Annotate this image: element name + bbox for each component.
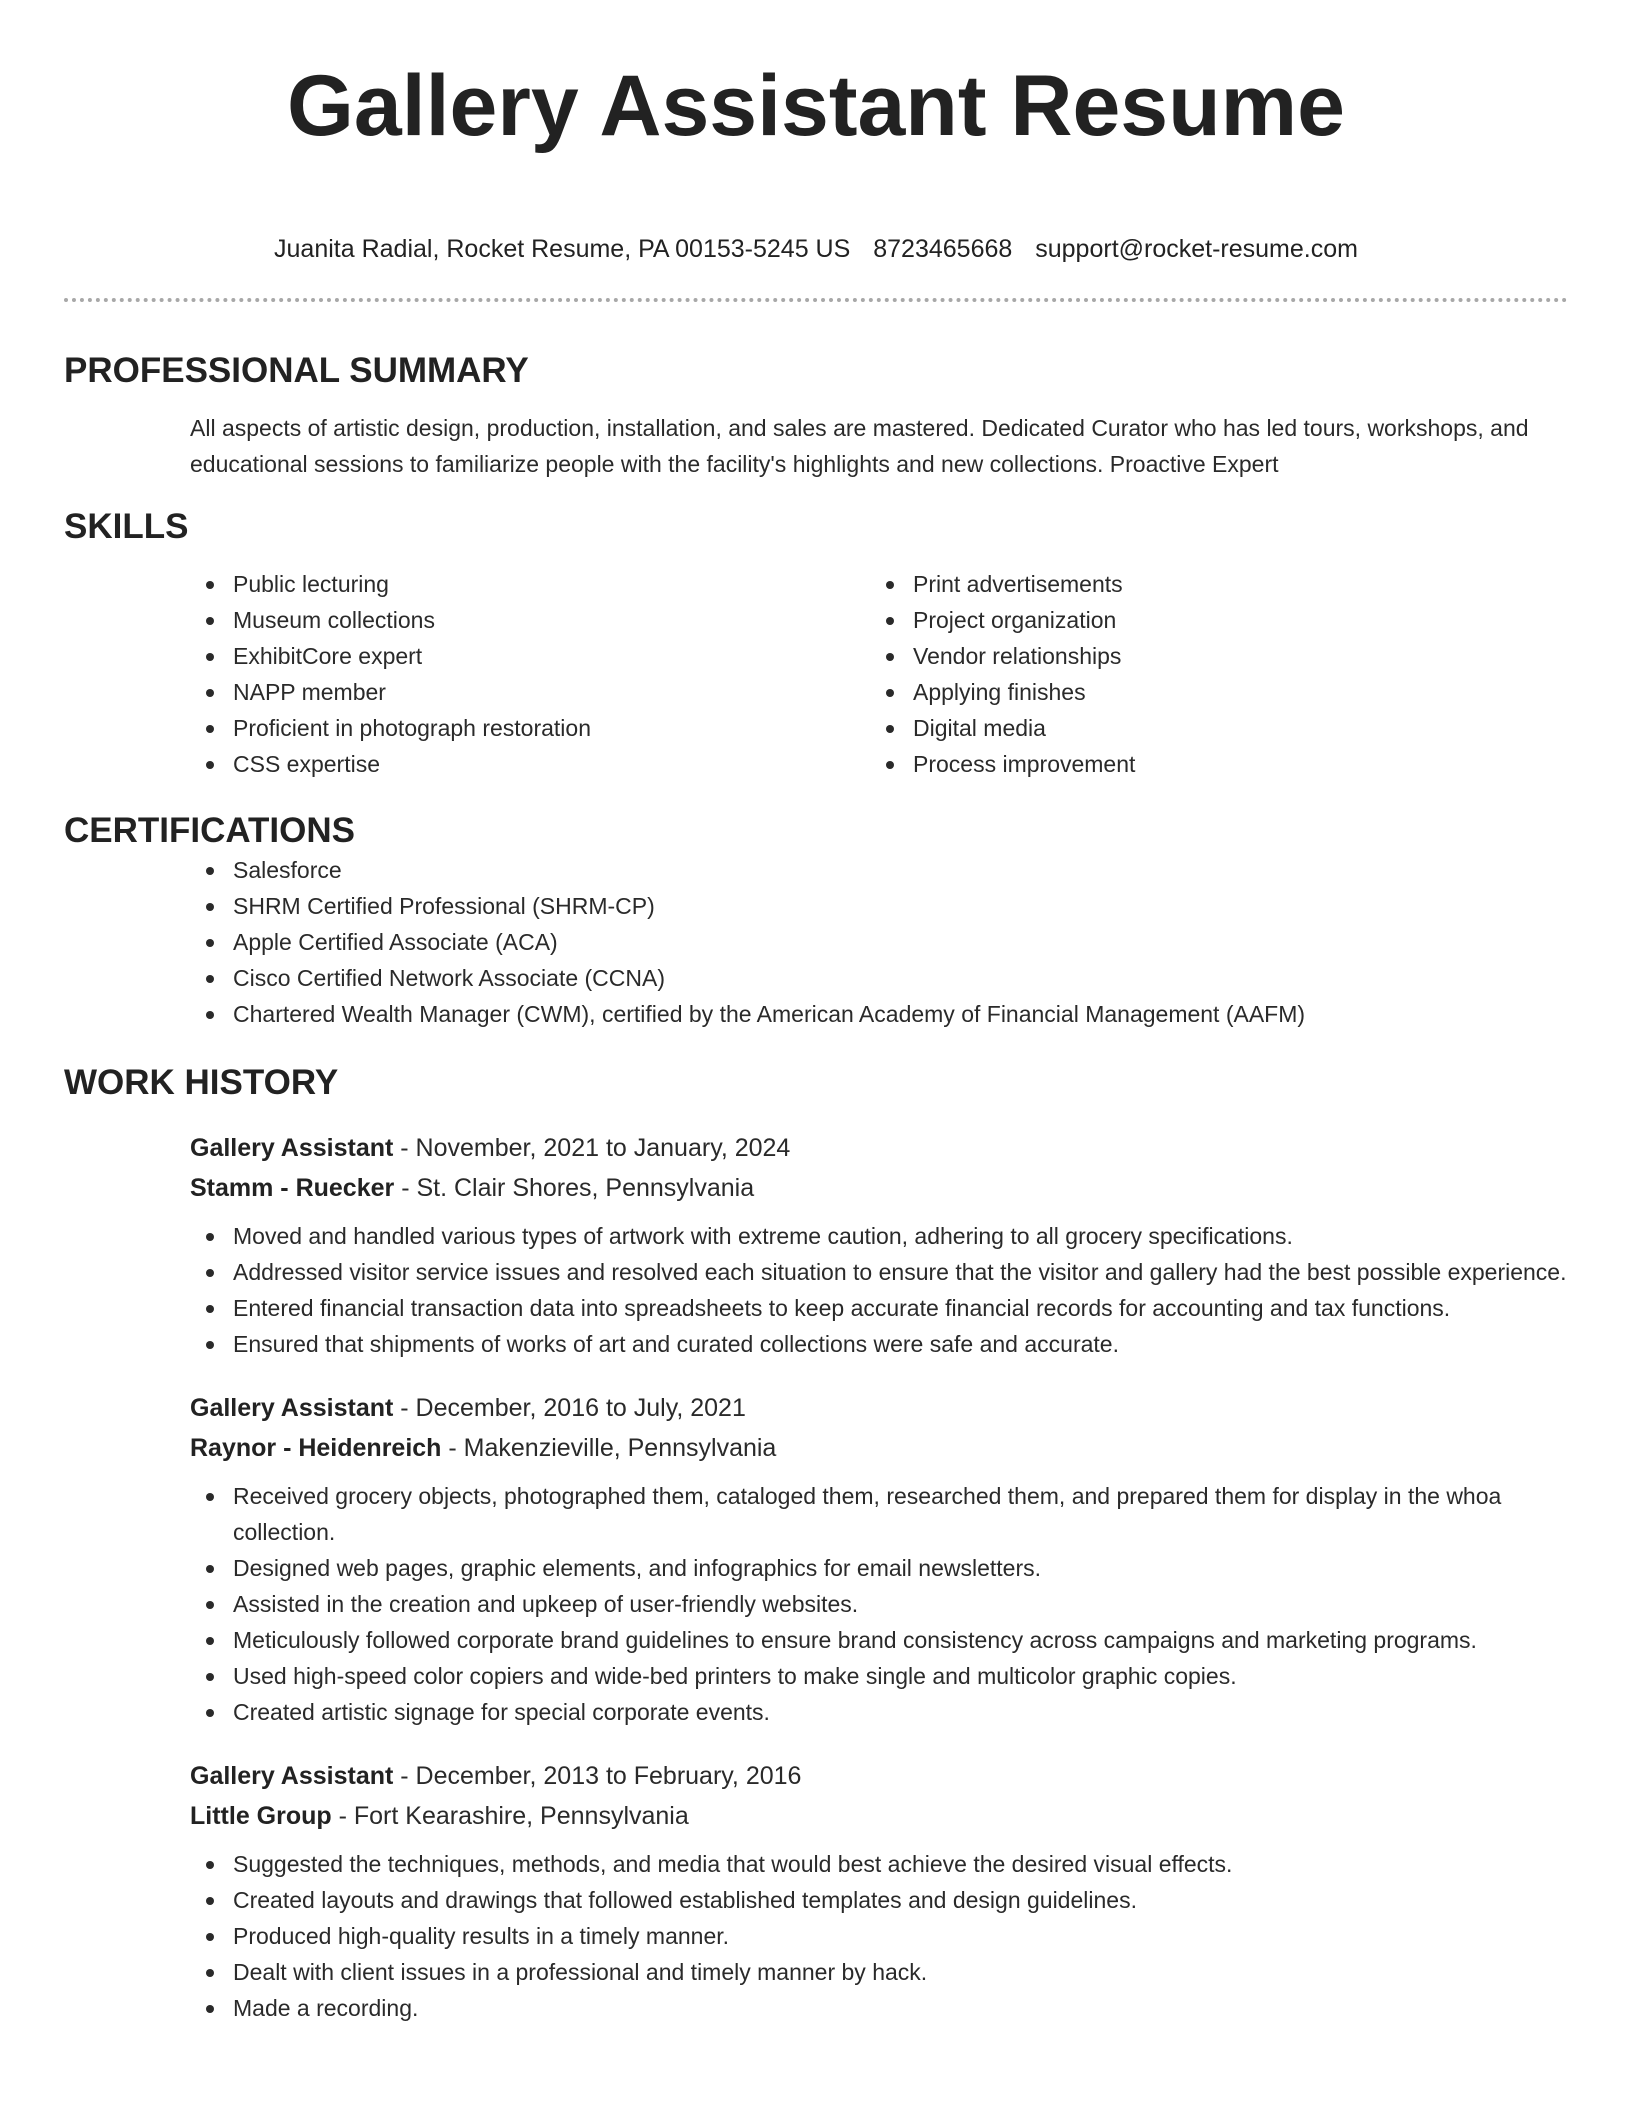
job-title: Gallery Assistant bbox=[190, 1762, 394, 1790]
job-duty: Suggested the techniques, methods, and media that would best achieve the desired visual effects. bbox=[190, 1846, 1568, 1882]
job-location: - Fort Kearashire, Pennsylvania bbox=[331, 1802, 689, 1830]
job-entry bbox=[190, 1388, 1568, 1730]
job-title-line bbox=[190, 1128, 1568, 1168]
skill-item: Public lecturing bbox=[190, 566, 870, 602]
job-entry bbox=[190, 1756, 1568, 2026]
job-location: - St. Clair Shores, Pennsylvania bbox=[394, 1174, 755, 1202]
job-dates: - November, 2021 to January, 2024 bbox=[393, 1134, 791, 1162]
job-company: Little Group bbox=[190, 1802, 332, 1830]
job-entry bbox=[190, 1128, 1568, 1362]
header-divider bbox=[64, 298, 1568, 302]
skill-item: Print advertisements bbox=[870, 566, 1550, 602]
job-duty: Dealt with client issues in a professional and timely manner by hack. bbox=[190, 1954, 1568, 1990]
skills-columns bbox=[190, 566, 1568, 782]
certifications-list bbox=[190, 852, 1568, 1032]
certification-item: Apple Certified Associate (ACA) bbox=[190, 924, 1568, 960]
job-company-line bbox=[190, 1428, 1568, 1468]
job-duties-list bbox=[190, 1478, 1568, 1730]
skill-item: Project organization bbox=[870, 602, 1550, 638]
job-duty: Used high-speed color copiers and wide-bed printers to make single and multicolor graphic copies. bbox=[190, 1658, 1568, 1694]
job-company-line bbox=[190, 1796, 1568, 1836]
resume-header bbox=[0, 0, 1632, 302]
summary-heading: PROFESSIONAL SUMMARY bbox=[64, 351, 529, 390]
skill-item: Process improvement bbox=[870, 746, 1550, 782]
job-company: Raynor - Heidenreich bbox=[190, 1434, 442, 1462]
job-company: Stamm - Ruecker bbox=[190, 1174, 395, 1202]
job-title: Gallery Assistant bbox=[190, 1394, 394, 1422]
job-company-line bbox=[190, 1168, 1568, 1208]
certification-item: Salesforce bbox=[190, 852, 1568, 888]
skill-item: NAPP member bbox=[190, 674, 870, 710]
skill-item: Vendor relationships bbox=[870, 638, 1550, 674]
job-dates: - December, 2013 to February, 2016 bbox=[393, 1762, 802, 1790]
job-dates: - December, 2016 to July, 2021 bbox=[393, 1394, 746, 1422]
skill-item: Museum collections bbox=[190, 602, 870, 638]
work-history-section bbox=[0, 1062, 1632, 2026]
job-title-line bbox=[190, 1388, 1568, 1428]
job-duty: Meticulously followed corporate brand guidelines to ensure brand consistency across campaigns and marketing programs. bbox=[190, 1622, 1568, 1658]
skills-section bbox=[0, 506, 1632, 782]
job-duty: Created artistic signage for special corporate events. bbox=[190, 1694, 1568, 1730]
skill-item: Digital media bbox=[870, 710, 1550, 746]
job-duty: Created layouts and drawings that followed established templates and design guidelines. bbox=[190, 1882, 1568, 1918]
resume-title: Gallery Assistant Resume bbox=[287, 58, 1345, 154]
certification-item: Cisco Certified Network Associate (CCNA) bbox=[190, 960, 1568, 996]
job-title-line bbox=[190, 1756, 1568, 1796]
job-duty: Assisted in the creation and upkeep of user-friendly websites. bbox=[190, 1586, 1568, 1622]
work-history-heading: WORK HISTORY bbox=[64, 1063, 339, 1102]
certifications-section bbox=[0, 810, 1632, 1032]
certification-item: Chartered Wealth Manager (CWM), certified by the American Academy of Financial Management (AAFM) bbox=[190, 996, 1568, 1032]
job-duty: Designed web pages, graphic elements, and infographics for email newsletters. bbox=[190, 1550, 1568, 1586]
skills-heading: SKILLS bbox=[64, 507, 189, 546]
summary-section bbox=[0, 350, 1632, 482]
skill-item: CSS expertise bbox=[190, 746, 870, 782]
skill-item: Applying finishes bbox=[870, 674, 1550, 710]
job-duty: Received grocery objects, photographed them, cataloged them, researched them, and prepared them for display in the whoa collection. bbox=[190, 1478, 1568, 1550]
job-duty: Entered financial transaction data into spreadsheets to keep accurate financial records for accounting and tax functions. bbox=[190, 1290, 1568, 1326]
job-location: - Makenzieville, Pennsylvania bbox=[441, 1434, 777, 1462]
contact-phone: 8723465668 bbox=[873, 235, 1013, 263]
certifications-heading: CERTIFICATIONS bbox=[64, 811, 356, 850]
summary-text: All aspects of artistic design, production, installation, and sales are mastered. Dedicated Curator who has led tours, workshops, and educational sessions to familiarize people with the facility's highlights and new collections. Proactive Expert bbox=[190, 415, 1529, 477]
skill-item: ExhibitCore expert bbox=[190, 638, 870, 674]
skills-list-left bbox=[190, 566, 870, 782]
skills-list-right bbox=[870, 566, 1550, 782]
skill-item: Proficient in photograph restoration bbox=[190, 710, 870, 746]
job-duties-list bbox=[190, 1846, 1568, 2026]
certification-item: SHRM Certified Professional (SHRM-CP) bbox=[190, 888, 1568, 924]
contact-line bbox=[0, 234, 1632, 264]
job-duty: Moved and handled various types of artwork with extreme caution, adhering to all grocery specifications. bbox=[190, 1218, 1568, 1254]
job-duty: Made a recording. bbox=[190, 1990, 1568, 2026]
job-duty: Produced high-quality results in a timely manner. bbox=[190, 1918, 1568, 1954]
job-duty: Addressed visitor service issues and resolved each situation to ensure that the visitor and gallery had the best possible experience. bbox=[190, 1254, 1568, 1290]
contact-email: support@rocket-resume.com bbox=[1035, 235, 1358, 263]
job-duty: Ensured that shipments of works of art and curated collections were safe and accurate. bbox=[190, 1326, 1568, 1362]
contact-address: Juanita Radial, Rocket Resume, PA 00153-5245 US bbox=[274, 235, 851, 263]
job-duties-list bbox=[190, 1218, 1568, 1362]
job-title: Gallery Assistant bbox=[190, 1134, 394, 1162]
